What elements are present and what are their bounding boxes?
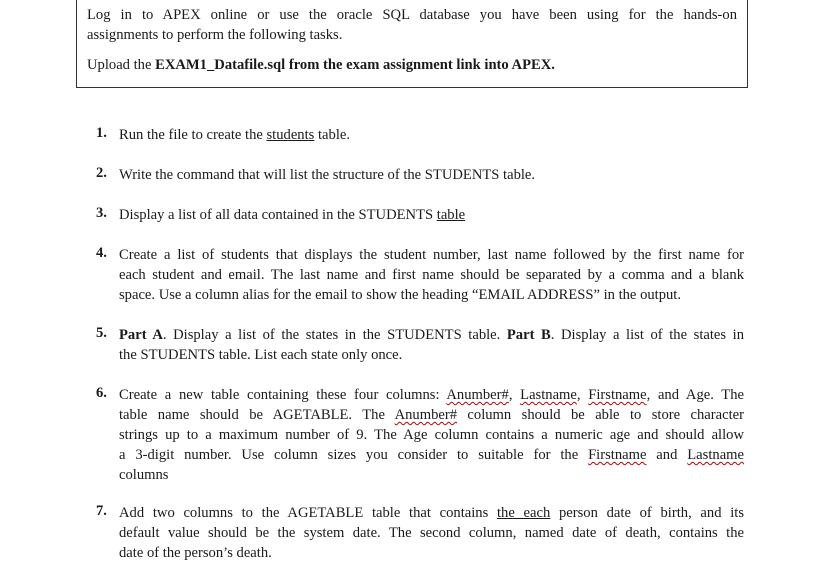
task-line: Write the command that will list the structure of the STUDENTS table. bbox=[119, 167, 536, 183]
upload-filename: EXAM1_Datafile.sql from the exam assignment link into APEX. bbox=[155, 57, 555, 73]
task-number: 4. bbox=[96, 245, 107, 261]
task-text-segment: , bbox=[576, 387, 589, 403]
task-line: strings up to a maximum number of 9. The Age column contains a numeric age and should allow bbox=[119, 427, 744, 443]
instructions-box bbox=[76, 0, 748, 88]
task-text bbox=[119, 325, 744, 365]
task-text-segment: . Display a list of the states in the STUDENTS table. bbox=[162, 327, 507, 343]
underlined-word: students bbox=[266, 127, 315, 143]
task-text-segment: , bbox=[508, 387, 521, 403]
task-number: 2. bbox=[96, 165, 107, 181]
upload-instruction bbox=[87, 55, 737, 75]
task-text-segment: a 3-digit number. Use column sizes you consider to suitable for the bbox=[119, 447, 589, 463]
task-line: columns bbox=[119, 467, 169, 483]
task-text-segment: person date of birth, and its bbox=[550, 505, 744, 521]
task-text-segment: Run the file to create the bbox=[119, 127, 267, 143]
task-text bbox=[119, 385, 744, 485]
intro-line-2: assignments to perform the following tasks. bbox=[87, 27, 343, 43]
part-a-label: Part A bbox=[119, 327, 163, 343]
task-text bbox=[119, 205, 744, 225]
underlined-word: the each bbox=[497, 505, 551, 521]
underlined-word: table bbox=[436, 207, 466, 223]
task-line: Create a list of students that displays the student number, last name followed by the first name for bbox=[119, 247, 744, 263]
task-text-segment: Add two columns to the AGETABLE table that contains bbox=[119, 505, 497, 521]
task-line: space. Use a column alias for the email to show the heading “EMAIL ADDRESS” in the output. bbox=[119, 287, 682, 303]
intro-line-1: Log in to APEX online or use the oracle SQL database you have been using for the hands-on bbox=[87, 7, 737, 23]
task-number: 6. bbox=[96, 385, 107, 401]
task-text-segment: Create a new table containing these four columns: bbox=[119, 387, 447, 403]
task-text-segment: Display a list of all data contained in the STUDENTS bbox=[119, 207, 437, 223]
spellcheck-word: Firstname bbox=[588, 447, 647, 463]
task-number: 3. bbox=[96, 205, 107, 221]
task-line: the STUDENTS table. List each state only once. bbox=[119, 347, 403, 363]
task-text bbox=[119, 125, 744, 145]
task-text-segment: table. bbox=[314, 127, 351, 143]
task-number: 5. bbox=[96, 325, 107, 341]
task-text bbox=[119, 165, 744, 185]
task-line: date of the person’s death. bbox=[119, 545, 272, 561]
task-text bbox=[119, 245, 744, 305]
spellcheck-word: Lastname bbox=[687, 447, 744, 463]
task-text-segment: and bbox=[646, 447, 688, 463]
task-line: default value should be the system date. The second column, named date of death, contains the bbox=[119, 525, 744, 541]
task-text-segment: column should be able to store character bbox=[457, 407, 744, 423]
part-b-label: Part B bbox=[506, 327, 551, 343]
task-text-segment: , and Age. The bbox=[646, 387, 744, 403]
task-number: 1. bbox=[96, 125, 107, 141]
task-text-segment: . Display a list of the states in bbox=[550, 327, 744, 343]
task-line: each student and email. The last name and first name should be separated by a comma and a blank bbox=[119, 267, 744, 283]
spellcheck-word: Anumber# bbox=[446, 387, 509, 403]
upload-prefix: Upload the bbox=[87, 57, 156, 73]
spellcheck-word: Anumber# bbox=[394, 407, 457, 423]
task-number: 7. bbox=[96, 503, 107, 519]
task-text-segment: table name should be AGETABLE. The bbox=[119, 407, 395, 423]
spellcheck-word: Lastname bbox=[520, 387, 577, 403]
spellcheck-word: Firstname bbox=[588, 387, 647, 403]
task-text bbox=[119, 503, 744, 563]
